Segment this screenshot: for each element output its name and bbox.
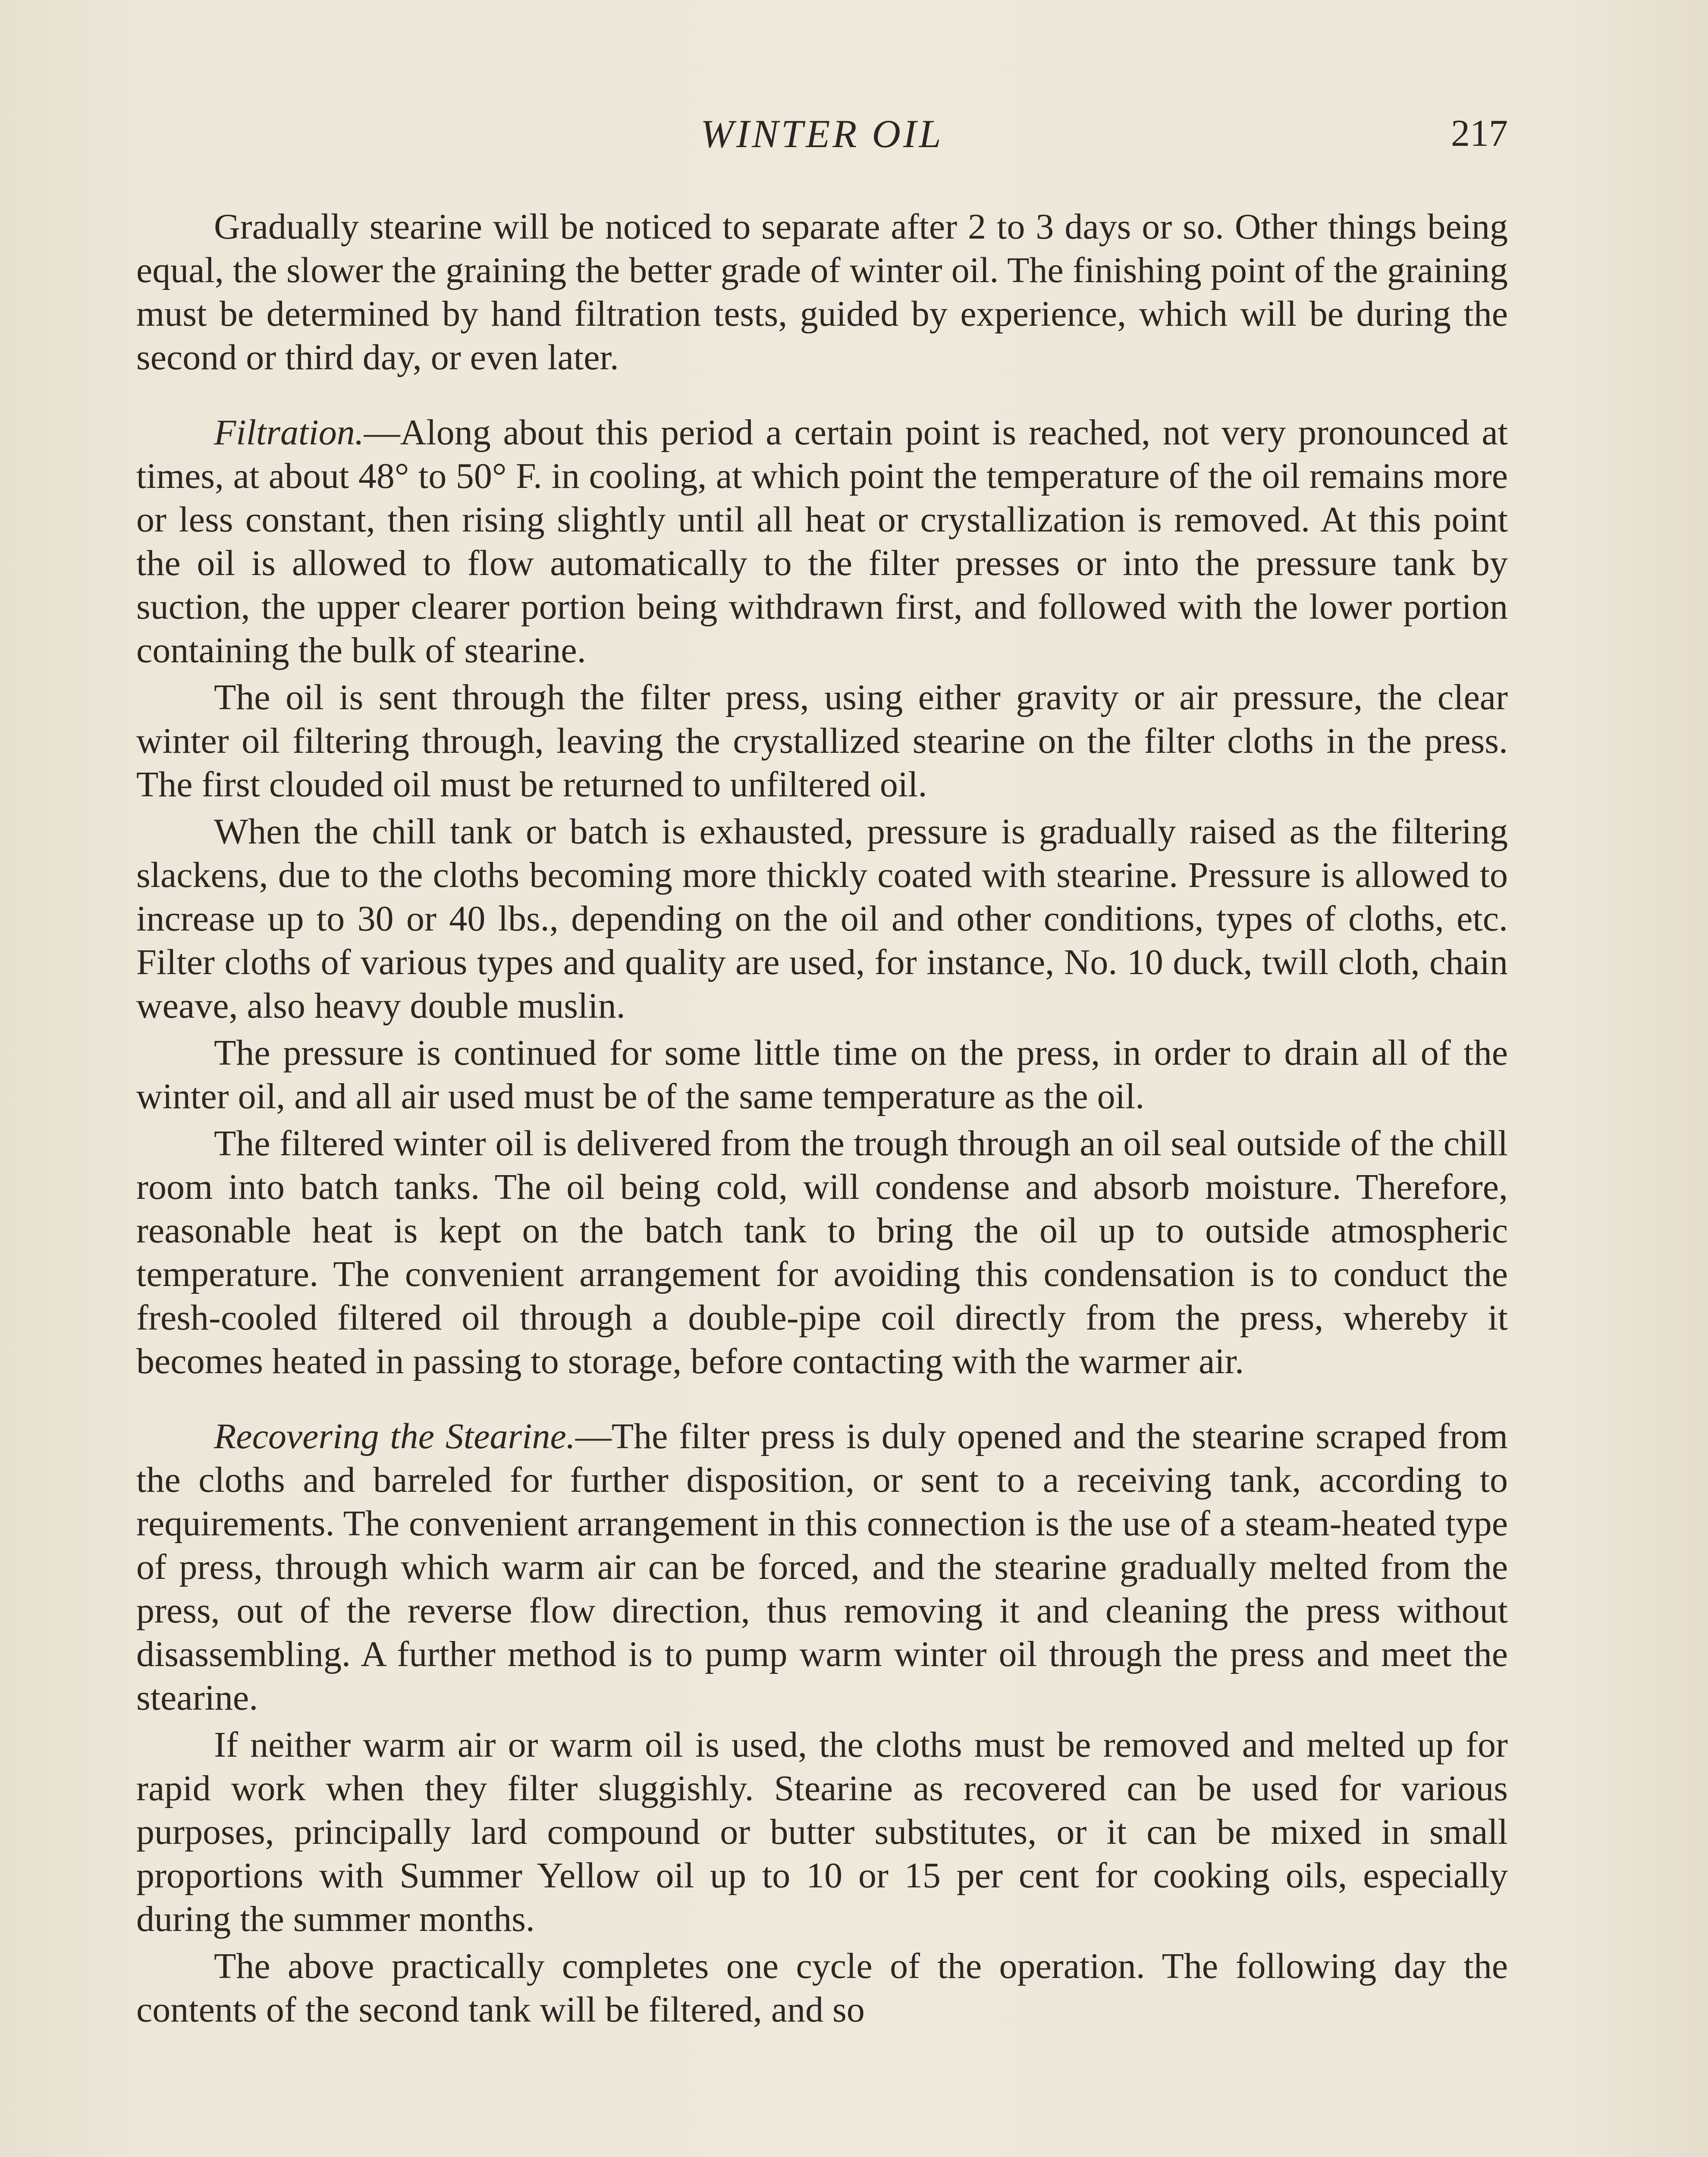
paragraph-pressure bbox=[136, 810, 1508, 1028]
paragraph-text: The oil is sent through the filter press, using either gravity or air pressure, the clear winter oil filtering through, leaving the crystallized stearine on the filter cloths in the press. The first clouded oil must be returned to unfiltered oil. bbox=[136, 677, 1508, 805]
section-heading-recovering-stearine: Recovering the Stearine. bbox=[214, 1416, 575, 1456]
paragraph-filter-press bbox=[136, 676, 1508, 806]
paragraph-text: —The filter press is duly opened and the stearine scraped from the cloths and barreled for further disposition, or sent to a receiving tank, according to requirements. The convenient arrangement in this connection is the use of a steam-heated type of press, through which warm air can be forced, and the stearine gradually melted from the press, out of the reverse flow direction, thus removing it and cleaning the press without disassembling. A further method is to pump warm winter oil through the press and meet the stearine. bbox=[136, 1416, 1508, 1718]
paragraph-text: Gradually stearine will be noticed to separate after 2 to 3 days or so. Other things being equal, the slower the graining the better grade of winter oil. The finishing point of the graining must be determined by hand filtration tests, guided by experience, which will be during the second or third day, or even later. bbox=[136, 207, 1508, 377]
paragraph-filtration bbox=[136, 411, 1508, 672]
page-number: 217 bbox=[1451, 113, 1508, 154]
running-title: WINTER OIL bbox=[700, 112, 944, 156]
running-head bbox=[136, 108, 1508, 160]
paragraph-text: —Along about this period a certain point is reached, not very pronounced at times, at about 48° to 50° F. in cooling, at which point the temperature of the oil remains more or less constant, then rising slightly until all heat or crystallization is removed. At this point the oil is allowed to flow automatically to the filter presses or into the pressure tank by suction, the upper clearer portion being withdrawn first, and followed with the lower portion containing the bulk of stearine. bbox=[136, 412, 1508, 670]
paragraph-text: The above practically completes one cycle of the operation. The following day the contents of the second tank will be filtered, and so bbox=[136, 1946, 1508, 2030]
paragraph-graining bbox=[136, 205, 1508, 379]
paragraph-cycle bbox=[136, 1944, 1508, 2031]
paragraph-stearine-uses bbox=[136, 1723, 1508, 1941]
paragraph-drain bbox=[136, 1031, 1508, 1118]
paragraph-batch-tanks bbox=[136, 1122, 1508, 1383]
paragraph-text: The filtered winter oil is delivered from the trough through an oil seal outside of the chill room into batch tanks. The oil being cold, will condense and absorb moisture. Therefore, reasonable heat is kept on the batch tank to bring the oil up to outside atmospheric temperature. The convenient arrangement for avoiding this condensation is to conduct the fresh-cooled filtered oil through a double-pipe coil directly from the press, whereby it becomes heated in passing to storage, before contacting with the warmer air. bbox=[136, 1123, 1508, 1381]
section-heading-filtration: Filtration. bbox=[214, 412, 364, 453]
paragraph-text: The pressure is continued for some little time on the press, in order to drain all of the winter oil, and all air used must be of the same temperature as the oil. bbox=[136, 1033, 1508, 1116]
body-text bbox=[136, 205, 1508, 2031]
paragraph-text: When the chill tank or batch is exhausted, pressure is gradually raised as the filtering slackens, due to the cloths becoming more thickly coated with stearine. Pressure is allowed to increase up to 30 or 40 lbs., depending on the oil and other conditions, types of cloths, etc. Filter cloths of various types and quality are used, for instance, No. 10 duck, twill cloth, chain weave, also heavy double muslin. bbox=[136, 811, 1508, 1026]
paragraph-text: If neither warm air or warm oil is used, the cloths must be removed and melted up for rapid work when they filter sluggishly. Stearine as recovered can be used for various purposes, principally lard compound or butter substitutes, or it can be mixed in small proportions with Summer Yellow oil up to 10 or 15 per cent for cooking oils, especially during the summer months. bbox=[136, 1725, 1508, 1939]
paragraph-recovering-stearine bbox=[136, 1415, 1508, 1720]
